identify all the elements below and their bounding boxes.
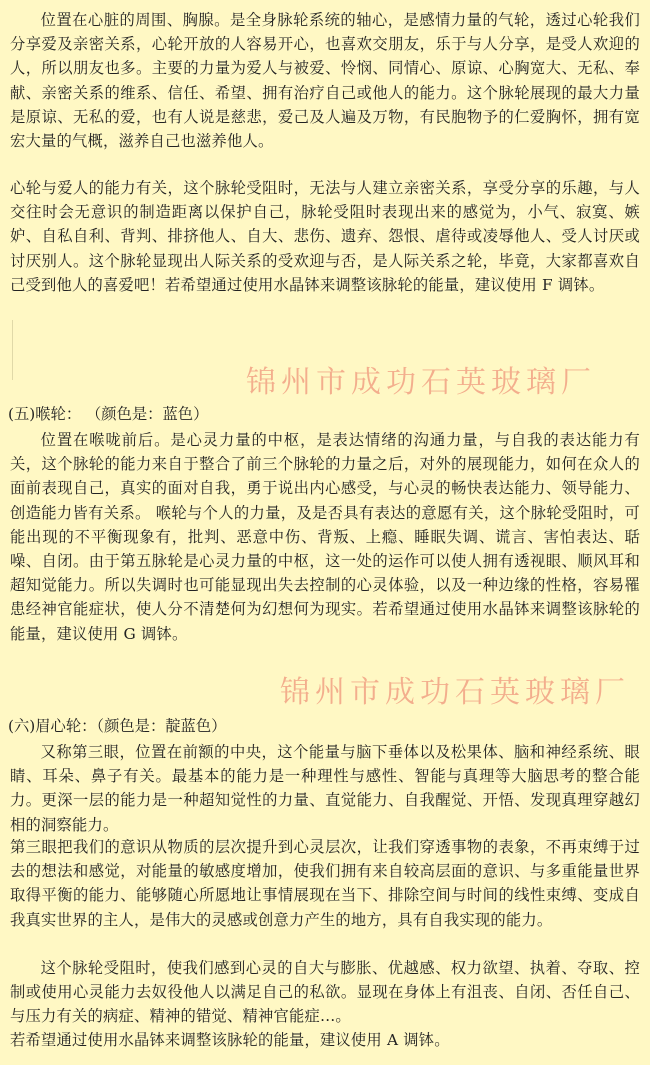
brow-chakra-heading: (六)眉心轮：（颜色是：靛蓝色） <box>8 717 227 735</box>
throat-chakra-heading: (五)喉轮： （颜色是：蓝色） <box>8 405 209 423</box>
brow-chakra-paragraph-1: 又称第三眼，位置在前额的中央，这个能量与脑下垂体以及松果体、脑和神经系统、眼睛、耳朵、鼻子有关。最基本的能力是一种理性与感性、智能与真理等大脑思考的整合能力。更深一层的能力是一种超知觉性的力量、直觉能力、自我醒觉、开悟、发现真理穿越幻相的洞察能力。 <box>10 743 640 834</box>
watermark-1: 锦州市成功石英玻璃厂 <box>246 365 596 400</box>
throat-chakra-paragraph-1: 位置在喉咙前后。是心灵力量的中枢，是表达情绪的沟通力量，与自我的表达能力有关，这个脉轮的能力来自于整合了前三个脉轮的力量之后，对外的展现能力，如何在众人的面前表现自己，真实的面对自我，勇于说出内心感受，与心灵的畅快表达能力、领导能力、创造能力皆有关系。 喉轮与个人的力量，及是否具有表达的意愿有关，这个脉轮受阻时，可能出现的不平衡现象有，批判、恶意中伤、背叛、上瘾、睡眠失调、谎言、害怕表达、聒噪、自闭。由于第五脉轮是心灵力量的中枢，这一处的运作可以使人拥有透视眼、顺风耳和超知觉能力。所以失调时也可能显现出失去控制的心灵体验，以及一种边缘的性格，容易罹患经神官能症状，使人分不清楚何为幻想何为现实。若希望通过使用水晶钵来调整该脉轮的能量，建议使用 G 调钵。 <box>10 431 640 643</box>
margin-line <box>12 320 13 380</box>
brow-chakra-paragraph-4: 若希望通过使用水晶钵来调整该脉轮的能量，建议使用 A 调钵。 <box>10 1031 450 1049</box>
brow-chakra-paragraph-3: 这个脉轮受阻时，使我们感到心灵的自大与膨胀、优越感、权力欲望、执着、夺取、控制或使用心灵能力去奴役他人以满足自己的私欲。显现在身体上有沮丧、自闭、否任自己、与压力有关的病症、精神的错觉、精神官能症…。 <box>10 959 640 1026</box>
heart-chakra-paragraph-1: 位置在心脏的周围、胸腺。是全身脉轮系统的轴心，是感情力量的气轮，透过心轮我们分享爱及亲密关系，心轮开放的人容易开心，也喜欢交朋友，乐于与人分享，是受人欢迎的人，所以朋友也多。主要的力量为爱人与被爱、怜悯、同情心、原谅、心胸宽大、无私、奉献、亲密关系的维系、信任、希望、拥有治疗自己或他人的能力。这个脉轮展现的最大力量是原谅、无私的爱，也有人说是慈悲，爱己及人遍及万物，有民胞物予的仁爱胸怀，拥有宽宏大量的气概，滋养自己也滋养他人。 <box>10 11 640 151</box>
brow-chakra-paragraph-2: 第三眼把我们的意识从物质的层次提升到心灵层次，让我们穿透事物的表象，不再束缚于过去的想法和感觉，对能量的敏感度增加，使我们拥有来自较高层面的意识、与多重能量世界取得平衡的能力、能够随心所愿地让事情展现在当下、排除空间与时间的线性束缚、变成自我真实世界的主人，是伟大的灵感或创意力产生的地方，具有自我实现的能力。 <box>10 838 640 929</box>
heart-chakra-paragraph-2: 心轮与爱人的能力有关，这个脉轮受阻时，无法与人建立亲密关系，享受分享的乐趣，与人交往时会无意识的制造距离以保护自己，脉轮受阻时表现出来的感觉为，小气、寂寞、嫉妒、自私自利、背判、排挤他人、自大、悲伤、遗弃、怨恨、虐待或凌辱他人、受人讨厌或讨厌别人。这个脉轮显现出人际关系的受欢迎与否，是人际关系之轮，毕竟，大家都喜欢自己受到他人的喜爱吧！若希望通过使用水晶钵来调整该脉轮的能量，建议使用 F 调钵。 <box>10 179 640 294</box>
watermark-2: 锦州市成功石英玻璃厂 <box>280 675 630 710</box>
